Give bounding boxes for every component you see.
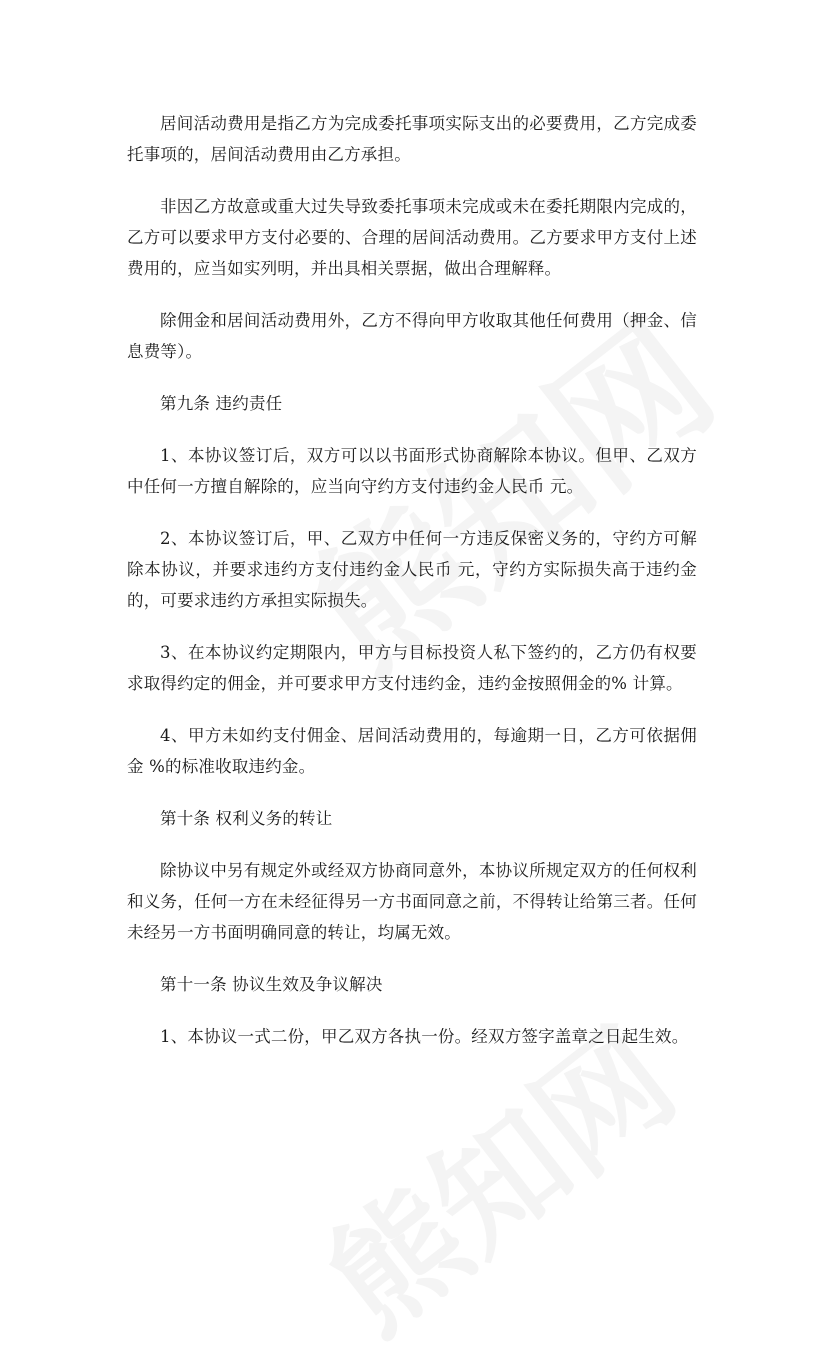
section-heading-article-9: 第九条 违约责任 — [160, 394, 283, 413]
paragraph-article-11-clause-1: 1、本协议一式二份，甲乙双方各执一份。经双方签字盖章之日起生效。 — [160, 1027, 689, 1046]
paragraph-article-9-clause-3: 3、在本协议约定期限内，甲方与目标投资人私下签约的，乙方仍有权要求取得约定的佣金，并可要求甲方支付违约金，违约金按照佣金的% 计算。 — [127, 643, 697, 693]
paragraph-article-9-clause-2: 2、本协议签订后，甲、乙双方中任何一方违反保密义务的，守约方可解除本协议，并要求违约方支付违约金人民币 元，守约方实际损失高于违约金的，可要求违约方承担实际损失。 — [127, 529, 697, 610]
paragraph-no-other-fees: 除佣金和居间活动费用外，乙方不得向甲方收取其他任何费用（押金、信息费等）。 — [127, 311, 697, 361]
paragraph-article-10-body: 除协议中另有规定外或经双方协商同意外，本协议所规定双方的任何权利和义务，任何一方在未经征得另一方书面同意之前，不得转让给第三者。任何未经另一方书面明确同意的转让，均属无效。 — [127, 861, 697, 942]
paragraph-article-9-clause-1: 1、本协议签订后，双方可以以书面形式协商解除本协议。但甲、乙双方中任何一方擅自解除的，应当向守约方支付违约金人民币 元。 — [127, 446, 697, 496]
paragraph-article-9-clause-4: 4、甲方未如约支付佣金、居间活动费用的，每逾期一日，乙方可依据佣金 %的标准收取违约金。 — [127, 726, 697, 776]
section-heading-article-11: 第十一条 协议生效及争议解决 — [160, 975, 383, 994]
document-body — [127, 108, 697, 1073]
paragraph-activity-fee-definition: 居间活动费用是指乙方为完成委托事项实际支出的必要费用，乙方完成委托事项的，居间活动费用由乙方承担。 — [127, 114, 697, 164]
paragraph-activity-fee-reimbursement: 非因乙方故意或重大过失导致委托事项未完成或未在委托期限内完成的，乙方可以要求甲方支付必要的、合理的居间活动费用。乙方要求甲方支付上述费用的，应当如实列明，并出具相关票据，做出合理解释。 — [127, 197, 697, 278]
section-heading-article-10: 第十条 权利义务的转让 — [160, 809, 333, 828]
